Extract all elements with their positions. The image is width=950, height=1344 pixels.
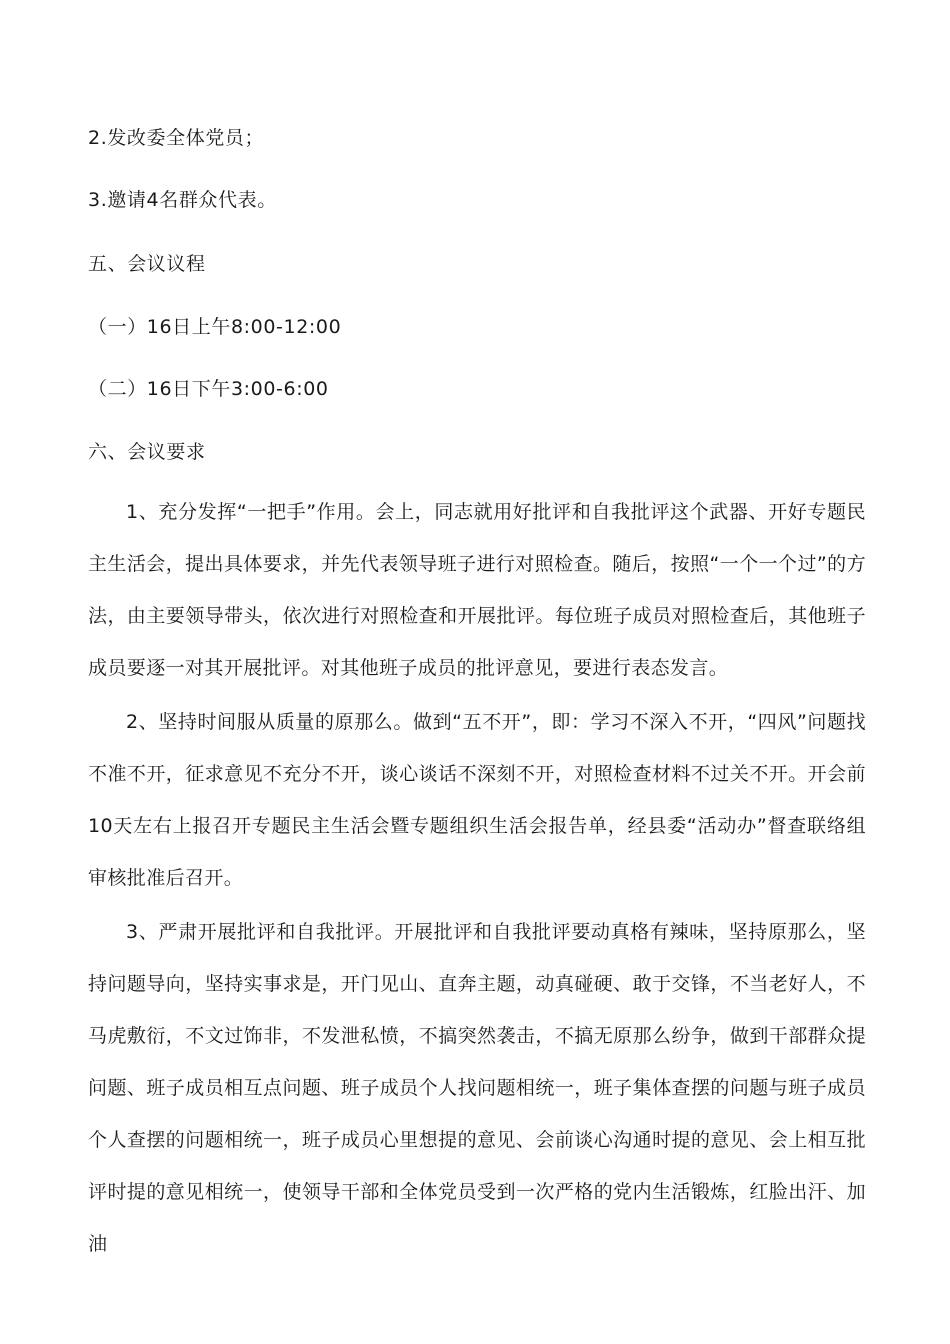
agenda-item-morning: （一）16日上午8:00-12:00 xyxy=(88,316,342,338)
requirement-paragraph-1: 1、充分发挥“一把手”作用。会上，同志就用好批评和自我批评这个武器、开好专题民主生活会，提出具体要求，并先代表领导班子进行对照检查。随后，按照“一个一个过”的方法，由主要领导带头，依次进行对照检查和开展批评。每位班子成员对照检查后，其他班子成员要逐一对其开展批评。对其他班子成员的批评意见，要进行表态发言。 xyxy=(88,501,866,679)
attendee-item-party-members: 2.发改委全体党员； xyxy=(88,127,265,149)
requirement-paragraph-2: 2、坚持时间服从质量的原那么。做到“五不开”，即：学习不深入不开，“四风”问题找不准不开，征求意见不充分不开，谈心谈话不深刻不开，对照检查材料不过关不开。开会前10天左右上报召开专题民主生活会暨专题组织生活会报告单，经县委“活动办”督查联络组审核批准后召开。 xyxy=(88,711,866,889)
attendee-item-mass-representatives: 3.邀请4名群众代表。 xyxy=(88,189,277,211)
section-heading-requirements: 六、会议要求 xyxy=(88,441,206,463)
section-heading-agenda: 五、会议议程 xyxy=(88,253,206,275)
requirement-paragraph-3: 3、严肃开展批评和自我批评。开展批评和自我批评要动真格有辣味，坚持原那么，坚持问题导向，坚持实事求是，开门见山、直奔主题，动真碰硬、敢于交锋，不当老好人，不马虎敷衍，不文过饰非，不发泄私愤，不搞突然袭击，不搞无原那么纷争，做到干部群众提问题、班子成员相互点问题、班子成员个人找问题相统一，班子集体查摆的问题与班子成员个人查摆的问题相统一，班子成员心里想提的意见、会前谈心沟通时提的意见、会上相互批评时提的意见相统一，使领导干部和全体党员受到一次严格的党内生活锻炼，红脸出汗、加油 xyxy=(88,921,866,1255)
agenda-item-afternoon: （二）16日下午3:00-6:00 xyxy=(88,378,329,400)
